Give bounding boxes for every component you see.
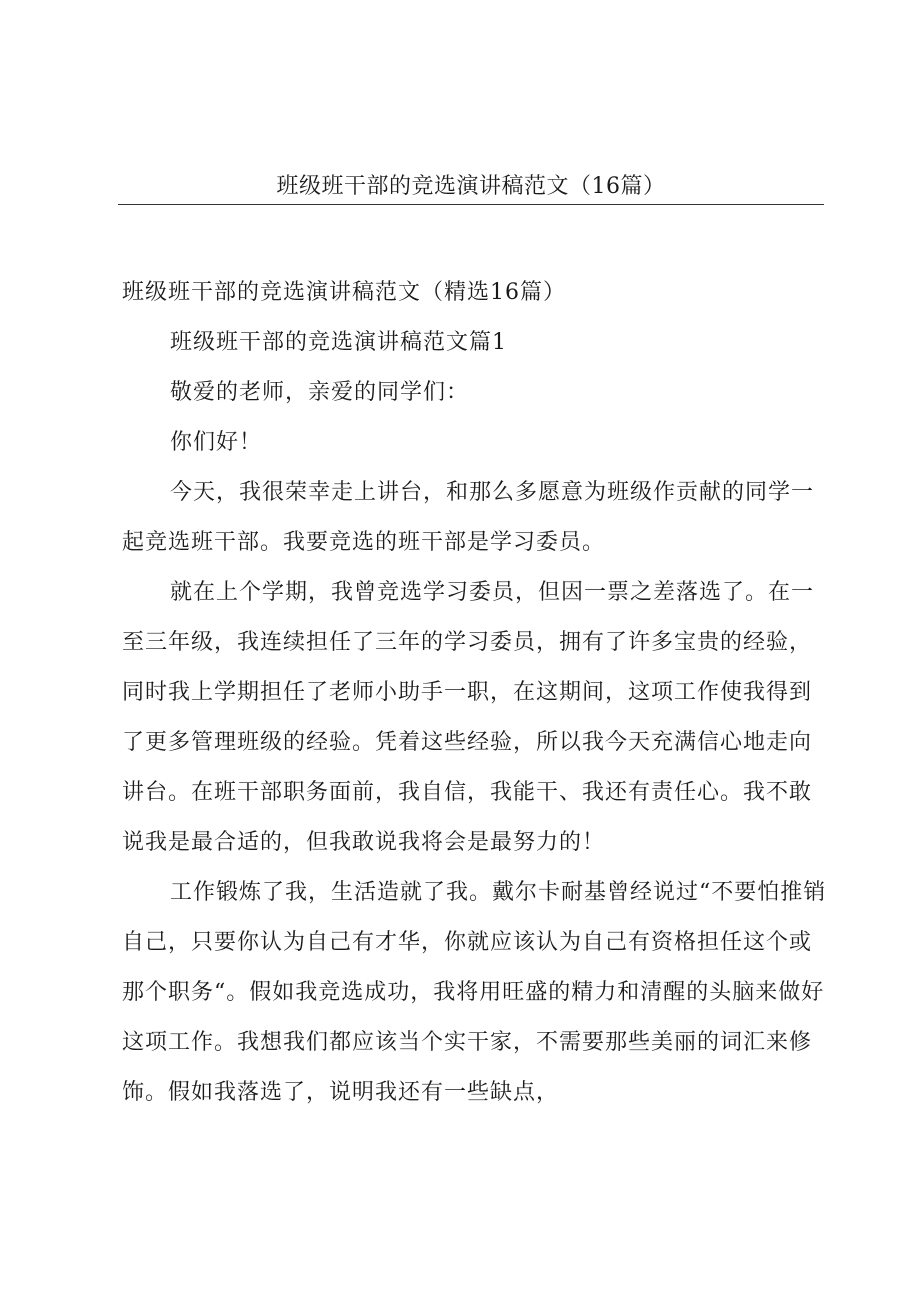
body-paragraph-2: 就在上个学期，我曾竞选学习委员，但因一票之差落选了。在一至三年级，我连续担任了三年的学习委员，拥有了许多宝贵的经验，同时我上学期担任了老师小助手一职，在这期间，这项工作使我得到了更多管理班级的经验。凭着这些经验，所以我今天充满信心地走向讲台。在班干部职务面前，我自信，我能干、我还有责任心。我不敢说我是最合适的，但我敢说我将会是最努力的！ <box>122 580 815 855</box>
document-header <box>118 170 824 205</box>
subtitle-paragraph: 班级班干部的竞选演讲稿范文（精选16篇） <box>122 280 566 305</box>
section-heading: 班级班干部的竞选演讲稿范文篇1 <box>170 330 507 355</box>
body-paragraph-3: 工作锻炼了我，生活造就了我。戴尔卡耐基曾经说过“不要怕推销自己，只要你认为自己有才华，你就应该认为自己有资格担任这个或那个职务“。假如我竞选成功，我将用旺盛的精力和清醒的头脑来做好这项工作。我想我们都应该当个实干家，不需要那些美丽的词汇来修饰。假如我落选了，说明我还有一些缺点， <box>122 880 827 1105</box>
greeting-paragraph: 你们好！ <box>170 430 263 455</box>
body-paragraph-1: 今天，我很荣幸走上讲台，和那么多愿意为班级作贡献的同学一起竞选班干部。我要竞选的班干部是学习委员。 <box>122 480 815 555</box>
salutation-paragraph: 敬爱的老师，亲爱的同学们： <box>170 380 470 405</box>
document-body <box>122 268 832 1118</box>
document-title: 班级班干部的竞选演讲稿范文（16篇） <box>276 174 666 199</box>
